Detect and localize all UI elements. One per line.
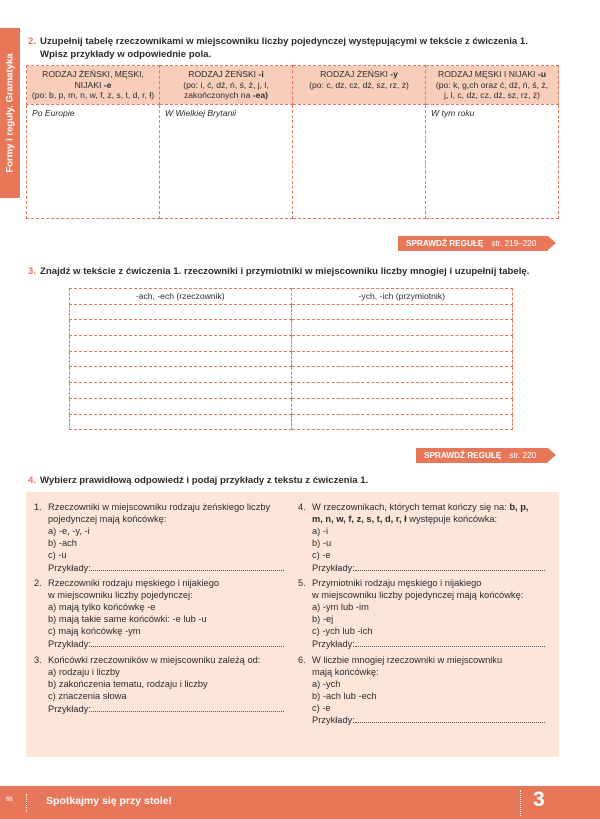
exercise-2-instruction-line2: Wpisz przykłady w odpowiednie pola.	[40, 49, 212, 60]
question-item	[34, 655, 296, 716]
question-item	[298, 502, 554, 574]
footer-divider	[26, 794, 27, 812]
answer-cell[interactable]	[70, 336, 292, 352]
side-tab	[0, 28, 20, 198]
question-item	[34, 578, 296, 650]
letters-bold: m, n, w, f, z, s, t, d, r, ł	[312, 513, 407, 524]
question-text: występuje końcówka:	[406, 513, 498, 524]
question-item	[34, 502, 296, 574]
answer-cell[interactable]	[70, 398, 292, 414]
examples-input[interactable]	[355, 638, 545, 647]
answer-cell[interactable]	[70, 304, 292, 320]
question-text: Końcówki rzeczowników w miejscowniku zależą od:	[48, 654, 261, 665]
header-line	[163, 69, 289, 80]
question-text: mają końcówkę:	[312, 666, 379, 677]
answer-cell[interactable]	[293, 104, 426, 219]
answer-cell[interactable]	[291, 320, 513, 336]
header-line	[296, 69, 422, 80]
answer-cell[interactable]	[291, 336, 513, 352]
exercise-2-number: 2.	[28, 36, 37, 47]
table-row	[70, 367, 513, 383]
answer-cell[interactable]	[291, 304, 513, 320]
table-header-cell	[293, 66, 426, 105]
table-header-cell	[426, 66, 559, 105]
answer-cell[interactable]: W tym roku	[426, 104, 559, 219]
table-header-cell	[160, 66, 293, 105]
exercise-4-instruction: Wybierz prawidłową odpowiedź i podaj przykłady z tekstu z ćwiczenia 1.	[40, 475, 369, 486]
table-row	[70, 383, 513, 399]
examples-row	[34, 703, 296, 716]
page-number: 66	[6, 797, 13, 803]
answer-option[interactable]: c) znaczenia słowa	[48, 690, 127, 701]
question-number: 1.	[34, 502, 42, 512]
exercise-3-instruction: Znajdź w tekście z ćwiczenia 1. rzeczowniki i przymiotniki w miejscowniku liczby mnogiej i uzupełnij tabelę.	[40, 266, 530, 277]
unit-number: 3	[533, 788, 545, 811]
examples-row	[298, 638, 554, 651]
check-rule-label: SPRAWDŹ REGUŁĘ	[424, 451, 502, 460]
answer-option[interactable]: c) -e	[312, 702, 331, 713]
examples-label: Przykłady:	[312, 638, 355, 649]
examples-input[interactable]	[355, 562, 545, 571]
exercise-4-number: 4.	[28, 475, 37, 486]
header-line	[163, 90, 289, 101]
exercise-2-instruction: Uzupełnij tabelę rzeczownikami w miejscowniku liczby pojedynczej występującymi w tekście z ćwiczenia 1.	[40, 36, 528, 47]
answer-cell[interactable]: Po Europie	[27, 104, 160, 219]
table-row	[70, 336, 513, 352]
table-row	[70, 414, 513, 430]
examples-input[interactable]	[91, 562, 284, 571]
exercise-4-title	[28, 474, 368, 487]
header-text: RODZAJ ŻEŃSKI	[188, 69, 259, 79]
examples-input[interactable]	[355, 714, 545, 723]
ending-text: -i	[258, 69, 264, 79]
ending-text: -e	[103, 79, 112, 90]
page-footer	[0, 786, 600, 819]
header-line: (po: c, dz, cz, dż, sz, rz, ż)	[309, 79, 409, 90]
answer-cell[interactable]	[291, 383, 513, 399]
ending-text: -u	[537, 69, 546, 79]
answer-option[interactable]: b) -ach	[48, 537, 77, 548]
column-header-adjectives: -ych, -ich (przymiotnik)	[291, 289, 513, 305]
header-text: RODZAJ MĘSKI I NIJAKI	[438, 69, 538, 79]
answer-option[interactable]: c) -e	[312, 549, 331, 560]
answer-option[interactable]: a) -ych	[312, 678, 341, 689]
header-line: (po: k, g,ch oraz ć, dź, ń, ś, ź,	[435, 79, 549, 90]
check-rule-badge-2	[398, 236, 548, 251]
column-header-nouns: -ach, -ech (rzeczownik)	[70, 289, 292, 305]
header-line: RODZAJ ŻEŃSKI, MĘSKI,	[42, 69, 144, 79]
question-number: 6.	[298, 654, 306, 665]
examples-input[interactable]	[91, 638, 284, 647]
header-line	[30, 80, 156, 91]
answer-option[interactable]: c) -ych lub -ich	[312, 626, 373, 637]
answer-option[interactable]: b) mają takie same końcówki: -e lub -u	[48, 614, 207, 625]
examples-label: Przykłady:	[312, 715, 355, 726]
table-row	[70, 351, 513, 367]
exercise-4-right-column	[298, 502, 554, 731]
exercise-2-table	[26, 65, 559, 219]
question-item	[298, 578, 554, 650]
answer-cell[interactable]	[291, 367, 513, 383]
question-text: W liczbie mnogiej rzeczowniki w miejscowniku	[312, 654, 503, 665]
answer-cell[interactable]	[291, 414, 513, 430]
header-line: j, l, c, dz, cz, dż, sz, rz, ż)	[444, 90, 540, 100]
examples-row	[298, 562, 554, 575]
table-row	[70, 304, 513, 320]
answer-option[interactable]: a) -e, -y, -i	[48, 525, 90, 536]
exercise-3-number: 3.	[28, 266, 37, 277]
answer-cell[interactable]	[291, 398, 513, 414]
answer-cell[interactable]	[70, 414, 292, 430]
letters-bold: b, p,	[509, 502, 529, 512]
answer-option[interactable]: b) zakończenia tematu, rodzaju i liczby	[48, 678, 208, 689]
header-text: RODZAJ ŻEŃSKI	[320, 69, 391, 79]
examples-label: Przykłady:	[48, 703, 91, 714]
table-row	[70, 398, 513, 414]
header-line	[429, 69, 555, 80]
examples-row	[34, 562, 296, 575]
answer-cell[interactable]	[70, 320, 292, 336]
exercise-4-left-column	[34, 502, 296, 719]
question-text: w miejscowniku liczby pojedynczej mają końcówkę:	[312, 590, 524, 601]
answer-cell[interactable]	[70, 367, 292, 383]
ending-text: -ea)	[252, 90, 269, 100]
examples-row	[34, 638, 296, 651]
answer-option[interactable]: c) mają końcówkę -ym	[48, 626, 141, 637]
question-text-line	[298, 514, 554, 526]
question-text: Przymiotniki rodzaju męskiego i nijakiego	[312, 578, 482, 589]
answer-option[interactable]: a) -i	[312, 525, 329, 536]
check-rule-label: SPRAWDŹ REGUŁĘ	[406, 239, 484, 248]
answer-option[interactable]: a) rodzaju i liczby	[48, 666, 120, 677]
question-text: Rzeczowniki w miejscowniku rodzaju żeńskiego liczby	[48, 502, 271, 512]
question-text: Rzeczowniki rodzaju męskiego i nijakiego	[48, 578, 220, 589]
exercise-3-title	[28, 265, 529, 278]
answer-cell[interactable]	[70, 383, 292, 399]
question-number: 3.	[34, 654, 42, 665]
answer-option[interactable]: c) -u	[48, 549, 67, 560]
table-row	[70, 320, 513, 336]
question-number: 5.	[298, 578, 306, 589]
answer-cell[interactable]: W Wielkiej Brytanii	[160, 104, 293, 219]
footer-title: Spotkajmy się przy stole!	[46, 795, 173, 807]
header-line: (po: b, p, m, n, w, f, z, s, t, d, r, ł)	[31, 90, 155, 100]
answer-option[interactable]: b) -ach lub -ech	[312, 690, 377, 701]
answer-option[interactable]: a) -ym lub -im	[312, 602, 369, 613]
question-text: w miejscowniku liczby pojedynczej:	[48, 590, 193, 601]
check-rule-pages: str. 219–220	[491, 239, 537, 248]
exercise-4-box	[26, 492, 559, 757]
question-number: 2.	[34, 578, 42, 589]
answer-cell[interactable]	[291, 351, 513, 367]
check-rule-pages: str. 220	[509, 451, 537, 460]
header-text: NIJAKI	[74, 79, 104, 90]
table-header-cell	[27, 66, 160, 105]
header-text: zakończonych na	[183, 90, 253, 100]
question-text: W rzeczownikach, których temat kończy się na:	[312, 502, 510, 512]
examples-label: Przykłady:	[48, 638, 91, 649]
answer-option[interactable]: b) -ej	[312, 614, 334, 625]
exercise-3-table	[69, 288, 513, 430]
examples-input[interactable]	[91, 703, 284, 712]
examples-label: Przykłady:	[312, 562, 355, 573]
examples-row	[298, 714, 554, 727]
answer-option[interactable]: b) -u	[312, 537, 332, 548]
question-number: 4.	[298, 502, 306, 512]
exercise-2-title	[28, 35, 528, 61]
question-item	[298, 655, 554, 727]
ending-text: -y	[390, 69, 398, 79]
answer-cell[interactable]	[70, 351, 292, 367]
question-text: pojedynczej mają końcówkę:	[48, 513, 167, 524]
side-tab-label: Formy i reguły. Gramatyka	[4, 53, 16, 173]
check-rule-badge-3	[416, 448, 548, 463]
header-line: (po: i, ć, dź, ń, ś, ź, j, l,	[183, 79, 269, 90]
examples-label: Przykłady:	[48, 562, 91, 573]
answer-option[interactable]: a) mają tylko końcówkę -e	[48, 602, 156, 613]
footer-divider	[520, 790, 521, 816]
